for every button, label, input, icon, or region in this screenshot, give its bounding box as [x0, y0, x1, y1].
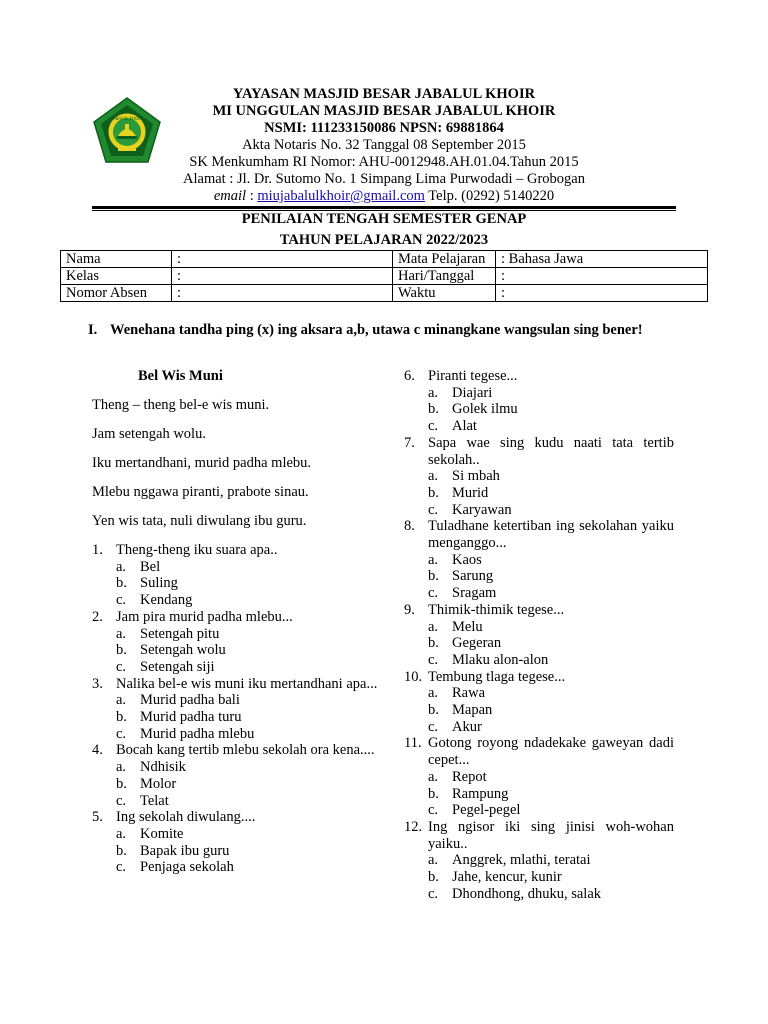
- question-number: 6.: [404, 368, 415, 384]
- option-text: Golek ilmu: [452, 401, 518, 418]
- email-link[interactable]: miujabalulkhoir@gmail.com: [257, 188, 425, 204]
- answer-options: [428, 619, 674, 669]
- email-label: email: [213, 188, 247, 204]
- option-text: Alat: [452, 418, 477, 435]
- question-item: [92, 742, 384, 809]
- option-letter: c.: [428, 651, 439, 668]
- question-text: Sapa wae sing kudu naati tata tertib sekolah..: [428, 434, 674, 468]
- answer-option[interactable]: [428, 552, 674, 569]
- answer-options: [428, 685, 674, 735]
- subject-value: : Bahasa Jawa: [496, 251, 708, 268]
- question-text: Piranti tegese...: [428, 368, 518, 384]
- answer-option[interactable]: [428, 869, 674, 886]
- answer-option[interactable]: [428, 468, 674, 485]
- answer-option[interactable]: [116, 843, 384, 860]
- option-text: Murid: [452, 484, 489, 501]
- option-text: Kaos: [452, 551, 482, 568]
- question-item: [92, 542, 384, 609]
- option-letter: c.: [428, 501, 439, 518]
- left-column: [92, 368, 384, 876]
- question-item: [404, 819, 674, 903]
- answer-option[interactable]: [428, 418, 674, 435]
- option-text: Bel: [140, 558, 161, 575]
- answer-option[interactable]: [428, 685, 674, 702]
- option-text: Kendang: [140, 592, 193, 609]
- option-text: Pegel-pegel: [452, 802, 521, 819]
- answer-options: [428, 385, 674, 435]
- story-line: Iku mertandhani, murid padha mlebu.: [92, 455, 312, 471]
- answer-option[interactable]: [428, 568, 674, 585]
- question-item: [92, 809, 384, 876]
- time-field[interactable]: :: [496, 285, 708, 302]
- answer-option[interactable]: [116, 826, 384, 843]
- option-letter: c.: [428, 585, 439, 602]
- answer-option[interactable]: [428, 619, 674, 636]
- answer-option[interactable]: [428, 786, 674, 803]
- question-text: Bocah kang tertib mlebu sekolah ora kena....: [116, 742, 375, 759]
- story-line: Yen wis tata, nuli diwulang ibu guru.: [92, 513, 307, 529]
- option-letter: c.: [116, 592, 127, 609]
- answer-option[interactable]: [428, 585, 674, 602]
- answer-option[interactable]: [428, 385, 674, 402]
- instruction-text: Wenehana tandha ping (x) ing aksara a,b, utawa c minangkane wangsulan sing bener!: [110, 322, 643, 338]
- option-letter: c.: [116, 725, 127, 742]
- option-letter: a.: [428, 384, 439, 401]
- answer-option[interactable]: [428, 802, 674, 819]
- option-text: Telat: [140, 792, 169, 809]
- answer-option[interactable]: [116, 659, 384, 676]
- email-separator: :: [246, 188, 258, 204]
- question-number: 2.: [92, 608, 103, 625]
- label-date: Hari/Tanggal: [393, 268, 496, 285]
- question-item: [404, 518, 674, 602]
- question-text: Thimik-thimik tegese...: [428, 601, 565, 618]
- option-text: Melu: [452, 618, 483, 635]
- answer-option[interactable]: [116, 559, 384, 576]
- option-letter: c.: [116, 658, 127, 675]
- option-text: Setengah pitu: [140, 625, 220, 642]
- date-field[interactable]: :: [496, 268, 708, 285]
- answer-option[interactable]: [428, 401, 674, 418]
- answer-options: [116, 626, 384, 676]
- option-letter: a.: [428, 768, 439, 785]
- question-text: Ing sekolah diwulang....: [116, 809, 256, 826]
- right-column: [404, 368, 674, 903]
- option-letter: b.: [116, 775, 127, 792]
- answer-option[interactable]: [116, 776, 384, 793]
- name-field[interactable]: :: [172, 251, 393, 268]
- notary-deed: Akta Notaris No. 32 Tanggal 08 September 2015: [242, 137, 526, 153]
- question-number: 11.: [404, 735, 422, 752]
- school-address: Alamat : Jl. Dr. Sutomo No. 1 Simpang Lima Purwodadi – Grobogan: [183, 171, 585, 187]
- question-item: [404, 368, 674, 435]
- option-letter: a.: [428, 852, 439, 869]
- option-letter: a.: [116, 692, 127, 709]
- answer-options: [428, 552, 674, 602]
- answer-option[interactable]: [116, 859, 384, 876]
- option-letter: a.: [116, 825, 127, 842]
- question-item: [404, 669, 674, 736]
- option-letter: a.: [428, 685, 439, 702]
- option-letter: c.: [428, 418, 439, 435]
- option-letter: c.: [116, 792, 127, 809]
- answer-option[interactable]: [116, 575, 384, 592]
- student-info-table: [60, 250, 708, 302]
- question-text: Tembung tlaga tegese...: [428, 668, 566, 685]
- answer-options: [116, 759, 384, 809]
- option-text: Repot: [452, 768, 487, 785]
- option-text: Sarung: [452, 568, 494, 585]
- class-field[interactable]: :: [172, 268, 393, 285]
- answer-option[interactable]: [428, 886, 674, 903]
- option-letter: b.: [116, 642, 127, 659]
- exam-year: TAHUN PELAJARAN 2022/2023: [279, 232, 489, 248]
- answer-option[interactable]: [116, 592, 384, 609]
- option-letter: c.: [428, 885, 439, 902]
- school-logo: [92, 96, 162, 166]
- option-text: Si mbah: [452, 468, 500, 485]
- table-row: [61, 285, 708, 302]
- option-letter: b.: [428, 702, 439, 719]
- option-text: Karyawan: [452, 501, 512, 518]
- question-list: [404, 368, 674, 903]
- number-field[interactable]: :: [172, 285, 393, 302]
- option-text: Ndhisik: [140, 759, 186, 776]
- option-letter: b.: [116, 709, 127, 726]
- answer-option[interactable]: [428, 719, 674, 736]
- question-text: Jam pira murid padha mlebu...: [116, 608, 293, 625]
- option-letter: b.: [116, 842, 127, 859]
- answer-option[interactable]: [428, 769, 674, 786]
- answer-option[interactable]: [116, 642, 384, 659]
- option-text: Anggrek, mlathi, teratai: [452, 852, 591, 869]
- label-class: Kelas: [61, 268, 172, 285]
- option-text: Akur: [452, 718, 482, 735]
- option-text: Molor: [140, 775, 177, 792]
- question-text: Nalika bel-e wis muni iku mertandhani apa...: [116, 675, 378, 692]
- option-text: Murid padha turu: [140, 709, 242, 726]
- answer-option[interactable]: [116, 726, 384, 743]
- phone-number: Telp. (0292) 5140220: [424, 188, 555, 204]
- question-text: Theng-theng iku suara apa..: [116, 542, 278, 558]
- question-item: [404, 435, 674, 519]
- question-item: [92, 676, 384, 743]
- answer-option[interactable]: [428, 485, 674, 502]
- answer-option[interactable]: [116, 793, 384, 810]
- option-letter: a.: [116, 625, 127, 642]
- option-text: Rampung: [452, 785, 509, 802]
- exam-title: PENILAIAN TENGAH SEMESTER GENAP: [241, 211, 527, 227]
- answer-option[interactable]: [428, 652, 674, 669]
- answer-option[interactable]: [116, 709, 384, 726]
- answer-options: [116, 692, 384, 742]
- option-text: Setengah siji: [140, 658, 215, 675]
- option-text: Mapan: [452, 702, 493, 719]
- story-line: Theng – theng bel-e wis muni.: [92, 397, 270, 413]
- option-text: Komite: [140, 825, 184, 842]
- svg-text:JABALUL KHOIR: JABALUL KHOIR: [111, 116, 143, 121]
- question-number: 1.: [92, 542, 103, 558]
- option-letter: b.: [428, 568, 439, 585]
- option-letter: b.: [428, 401, 439, 418]
- story-line: Mlebu nggawa piranti, prabote sinau.: [92, 484, 309, 500]
- option-text: Suling: [140, 575, 178, 592]
- question-item: [404, 602, 674, 669]
- question-item: [404, 735, 674, 819]
- label-name: Nama: [61, 251, 172, 268]
- option-text: Setengah wolu: [140, 642, 226, 659]
- ministry-decree: SK Menkumham RI Nomor: AHU-0012948.AH.01.04.Tahun 2015: [189, 154, 579, 170]
- label-number: Nomor Absen: [61, 285, 172, 302]
- instruction: [88, 321, 674, 339]
- option-letter: a.: [428, 551, 439, 568]
- school-name: MI UNGGULAN MASJID BESAR JABALUL KHOIR: [212, 103, 556, 119]
- option-letter: b.: [428, 869, 439, 886]
- option-text: Dhondhong, dhuku, salak: [452, 885, 602, 902]
- header-divider-thick: [92, 206, 676, 209]
- question-list: [92, 542, 384, 876]
- option-text: Mlaku alon-alon: [452, 651, 549, 668]
- foundation-name: YAYASAN MASJID BESAR JABALUL KHOIR: [232, 86, 536, 102]
- option-letter: b.: [428, 484, 439, 501]
- question-number: 12.: [404, 818, 423, 835]
- answer-options: [428, 769, 674, 819]
- option-text: Gegeran: [452, 635, 502, 652]
- question-text: Ing ngisor iki sing jinisi woh-wohan yaiku..: [428, 818, 674, 852]
- option-text: Jahe, kencur, kunir: [452, 869, 562, 886]
- option-letter: a.: [428, 618, 439, 635]
- option-text: Murid padha mlebu: [140, 725, 255, 742]
- question-number: 8.: [404, 518, 415, 535]
- option-letter: a.: [116, 558, 127, 575]
- option-letter: c.: [428, 802, 439, 819]
- option-text: Diajari: [452, 384, 493, 401]
- label-subject: Mata Pelajaran: [393, 251, 496, 268]
- answer-option[interactable]: [428, 702, 674, 719]
- story-line: Jam setengah wolu.: [92, 426, 206, 442]
- option-text: Rawa: [452, 685, 486, 702]
- option-letter: a.: [428, 468, 439, 485]
- question-number: 10.: [404, 668, 423, 685]
- label-time: Waktu: [393, 285, 496, 302]
- option-letter: b.: [116, 575, 127, 592]
- answer-options: [428, 852, 674, 902]
- question-number: 3.: [92, 675, 103, 692]
- answer-option[interactable]: [428, 635, 674, 652]
- option-text: Sragam: [452, 585, 497, 602]
- question-text: Tuladhane ketertiban ing sekolahan yaiku menganggo...: [428, 518, 674, 552]
- answer-options: [116, 826, 384, 876]
- table-row: [61, 268, 708, 285]
- answer-option[interactable]: [116, 759, 384, 776]
- answer-option[interactable]: [428, 502, 674, 519]
- question-number: 4.: [92, 742, 103, 759]
- option-text: Murid padha bali: [140, 692, 240, 709]
- table-row: [61, 251, 708, 268]
- answer-option[interactable]: [116, 692, 384, 709]
- option-text: Penjaga sekolah: [140, 859, 234, 876]
- answer-options: [428, 468, 674, 518]
- section-number: I.: [88, 322, 98, 338]
- option-letter: b.: [428, 785, 439, 802]
- option-letter: a.: [116, 759, 127, 776]
- option-letter: c.: [116, 859, 127, 876]
- contact-line: [160, 188, 608, 205]
- question-text: Gotong royong ndadekake gaweyan dadi cepet...: [428, 735, 674, 769]
- question-number: 5.: [92, 809, 103, 826]
- letterhead: [160, 86, 608, 205]
- option-letter: b.: [428, 635, 439, 652]
- question-item: [92, 609, 384, 676]
- question-number: 9.: [404, 601, 415, 618]
- answer-option[interactable]: [116, 626, 384, 643]
- question-number: 7.: [404, 434, 415, 451]
- answer-options: [116, 559, 384, 609]
- story-title: Bel Wis Muni: [138, 368, 223, 384]
- option-text: Bapak ibu guru: [140, 842, 230, 859]
- madrasah-emblem-icon: [92, 96, 162, 166]
- answer-option[interactable]: [428, 852, 674, 869]
- option-letter: c.: [428, 718, 439, 735]
- school-ids: NSMI: 111233150086 NPSN: 69881864: [264, 120, 504, 136]
